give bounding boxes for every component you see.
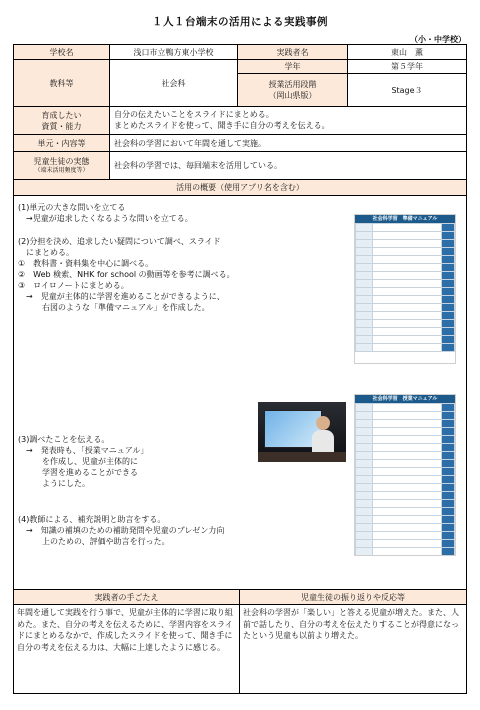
lesson-manual-title: 社会科学習 授業マニュアル <box>355 395 455 403</box>
preparation-manual-title: 社会科学習 準備マニュアル <box>355 215 455 223</box>
step2-line: ③ ロイロノートにまとめる。 <box>18 281 129 290</box>
step3-line: ようにした。 <box>18 479 90 488</box>
practitioner-label: 実践者名 <box>238 45 348 60</box>
stage-label <box>238 74 348 107</box>
step4-line: (4)教師による、補充説明と助言をする。 <box>18 515 166 524</box>
step2-line: (2)分担を決め、追求したい疑問について調べ、スライド <box>18 237 221 246</box>
overview-header: 活用の概要（使用アプリ名を含む） <box>14 180 466 196</box>
lesson-manual-table <box>355 403 455 556</box>
overview-step-3 <box>18 434 148 489</box>
student-reaction-header: 児童生徒の振り返りや反応等 <box>240 590 466 605</box>
ability-label <box>14 107 110 135</box>
step2-line: → 児童が主体的に学習を進めることができるように、 <box>18 292 225 301</box>
overview-body <box>14 196 466 590</box>
stage-label-line1: 授業活用段階 <box>268 80 317 89</box>
step3-line: → 発表時も、「授業マニュアル」 <box>18 446 149 455</box>
step2-line: 右図のような「準備マニュアル」を作成した。 <box>18 303 210 312</box>
document-subtitle: （小・中学校） <box>410 35 466 44</box>
subject-value: 社会科 <box>110 60 238 107</box>
stage-label-line2: （岡山県版） <box>268 91 317 100</box>
overview-step-1 <box>18 202 193 224</box>
usage-label <box>14 152 110 180</box>
step2-line: ② Web 検索、NHK for school の動画等を参考に調べる。 <box>18 270 235 279</box>
presenter-head <box>316 416 330 430</box>
ability-value <box>110 107 466 135</box>
step2-line: ① 教科書・資料集を中心に調べる。 <box>18 259 154 268</box>
feedback-header: 実践者の手ごたえ <box>14 590 240 605</box>
step1-line: (1)単元の大きな問いを立てる <box>18 203 126 212</box>
ability-line-1: 自分の伝えたいことをスライドにまとめる。 <box>114 110 274 119</box>
step3-line: 学習を進めることができる <box>18 468 138 477</box>
report-table <box>13 44 467 694</box>
ability-line-2: まとめたスライドを使って、聞き手に自分の考えを伝える。 <box>114 121 330 130</box>
step4-line: 上のための、評価や助言を行った。 <box>18 537 170 546</box>
lesson-manual-image <box>354 394 456 556</box>
classroom-photo <box>258 402 346 462</box>
overview-step-4 <box>18 514 224 547</box>
unit-value: 社会科の学習において年間を通して実施。 <box>110 135 466 152</box>
step3-line: を作成し、児童が主体的に <box>18 457 138 466</box>
feedback-text: 年間を通して実践を行う事で、児童が主体的に学習に取り組めた。また、自分の考えを伝えるために、学習内容をスライドにまとめるなかで、作成したスライドを使って、聞き手に自分の考えを伝える力は、大幅に上達したように感じる。 <box>14 605 240 693</box>
unit-label: 単元・内容等 <box>14 135 110 152</box>
usage-value: 社会科の学習では、毎回端末を活用している。 <box>110 152 466 180</box>
ability-label-line2: 資質・能力 <box>41 121 82 131</box>
step4-line: → 知識の補填のための補助発問や児童のプレゼン力向 <box>18 526 225 535</box>
grade-value: 第５学年 <box>348 60 466 74</box>
student-reaction-text: 社会科の学習が「楽しい」と答える児童が増えた。また、人前で話したり、自分の考えを伝えたりすることが得意になったという児童も以前より増えた。 <box>243 608 459 640</box>
preparation-manual-table <box>355 223 455 352</box>
step2-line: にまとめる。 <box>18 248 74 257</box>
practitioner-value: 東山 薫 <box>348 45 466 60</box>
desk <box>258 452 346 462</box>
ability-label-line1: 育成したい <box>41 110 82 120</box>
school-label: 学校名 <box>14 45 110 60</box>
overview-step-2 <box>18 236 235 313</box>
step1-line: →児童が追求したくなるような問いを立てる。 <box>18 214 193 223</box>
usage-label-line2: （端末活用頻度等） <box>34 167 89 174</box>
school-value: 浅口市立鴨方東小学校 <box>110 45 238 60</box>
preparation-manual-image <box>354 214 456 364</box>
grade-label: 学年 <box>238 60 348 74</box>
subject-label: 教科等 <box>14 60 110 107</box>
step3-line: (3)調べたことを伝える。 <box>18 435 110 444</box>
usage-label-line1: 児童生徒の実態 <box>33 157 90 166</box>
document-title: １人１台端末の活用による実践事例 <box>152 16 328 28</box>
stage-value: Stage３ <box>348 74 466 107</box>
